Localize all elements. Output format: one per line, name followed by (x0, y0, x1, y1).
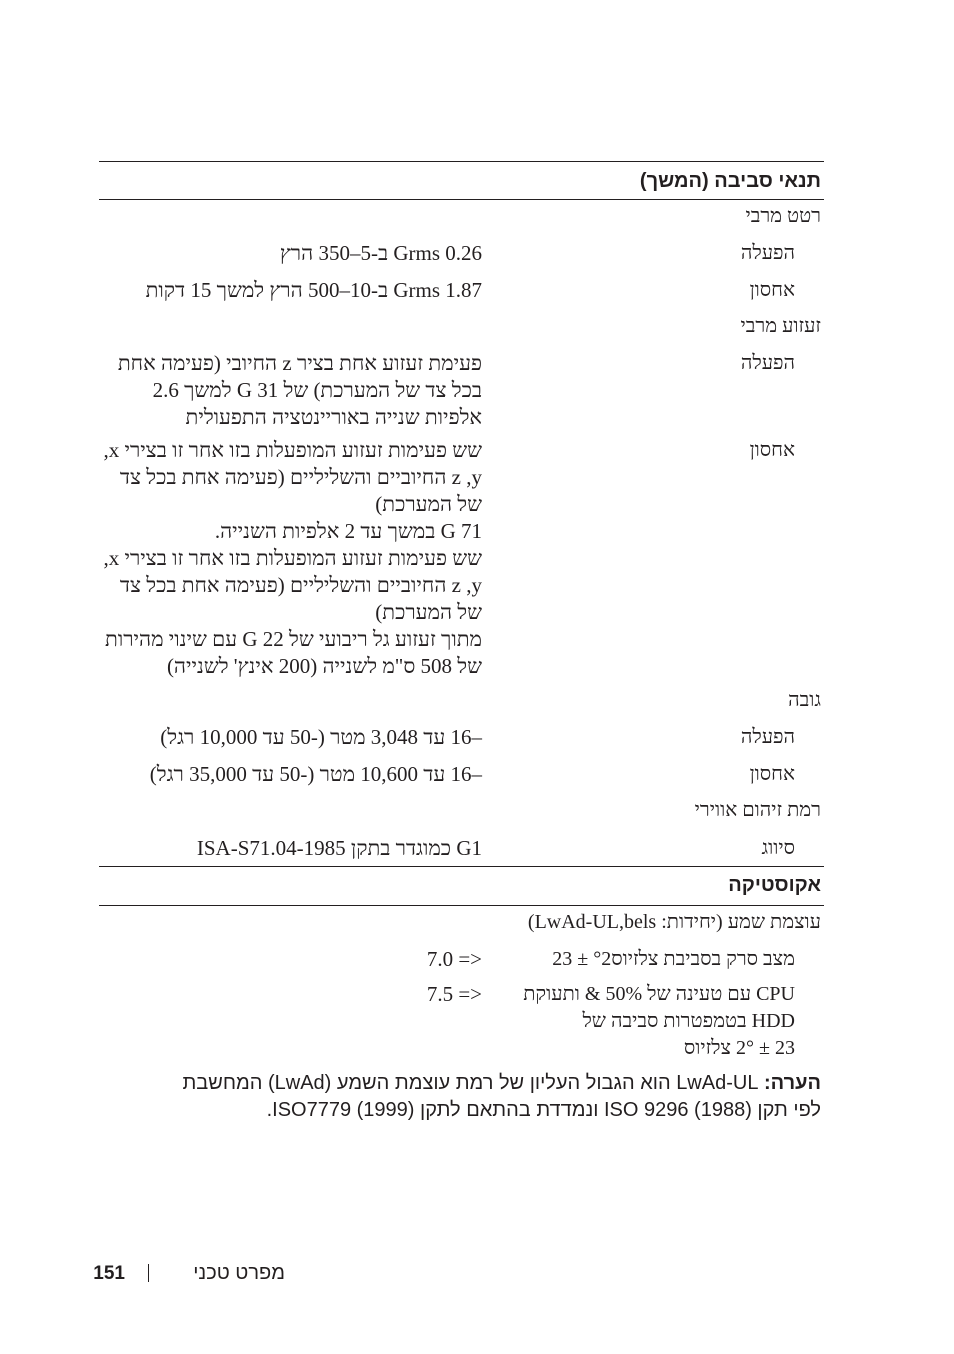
acoustics-load-label (465, 981, 795, 1062)
vibration-storage-value: Grms 1.87 ב-10–500 הרץ למשך 15 דקות (145, 278, 482, 302)
vibration-operating-value: Grms 0.26 ב-5–350 הרץ (279, 241, 482, 265)
note (96, 1070, 821, 1124)
vibration-storage-label: אחסון (749, 279, 795, 301)
shock-storage-line: של 508 ס"מ לשנייה (200 אינץ' לשנייה) (166, 654, 482, 678)
shock-operating-line: בכל צד של המערכת) של G 31 למשך 2.6 (152, 378, 482, 402)
table-top-rule (99, 161, 824, 162)
shock-storage-line: שש פעימות זעזוע המופעלות בזו אחר זו בצירי x, (103, 546, 482, 570)
shock-storage-line: z ,y החיוביים והשליליים (פעימה אחת בכל צד (119, 573, 482, 597)
altitude-operating-label: הפעלה (740, 726, 795, 748)
note-line-1 (96, 1070, 821, 1097)
shock-storage-line: מתוך זעזוע גל ריבועי של G 22 עם שינוי מהירות (105, 627, 482, 651)
acoustics-idle-value: <= 7.0 (426, 947, 482, 971)
acoustics-load-value: <= 7.5 (426, 982, 482, 1006)
note-text-1: LwAd-UL הוא הגבול העליון של רמת עוצמת השמע (LwAd) המחשבת (182, 1072, 759, 1094)
footer-separator (148, 1264, 149, 1282)
shock-operating-value (92, 350, 482, 431)
acoustics-title: אקוסטיקה (728, 874, 821, 896)
acoustics-idle-label: מצב סרק בסביבת צלזיוס°2 ± 23 (552, 948, 795, 970)
shock-heading: זעזוע מרבי (740, 315, 821, 337)
shock-operating-label: הפעלה (740, 352, 795, 374)
acoustics-heading: עוצמת שמע (יחידות: LwAd-UL,bels) (527, 911, 821, 933)
vibration-heading: רטט מרבי (745, 205, 821, 227)
acoustics-top-rule (99, 866, 824, 867)
shock-storage-value (92, 437, 482, 680)
airborne-class-value: G1 כמוגדר בתקן ISA-S71.04-1985 (196, 836, 482, 860)
altitude-storage-value: –16 עד 10,600 מטר (-50 עד 35,000 רגל) (149, 762, 482, 786)
note-prefix: הערה: (764, 1072, 821, 1094)
shock-operating-line: פעימת זעזוע אחת בציר z החיובי (פעימה אחת (117, 351, 482, 375)
acoustics-load-line: CPU עם טעינה של 50% & ותעוקת (523, 983, 795, 1005)
acoustics-load-line: 23 ± 2° צלזיוס (683, 1037, 795, 1059)
page-number: 151 (93, 1263, 125, 1284)
airborne-class-label: סיווג (761, 837, 795, 859)
altitude-operating-value: –16 עד 3,048 מטר (-50 עד 10,000 רגל) (160, 725, 482, 749)
section-title-rule (99, 199, 824, 200)
footer-title: מפרט טכני (193, 1262, 285, 1284)
altitude-storage-label: אחסון (749, 763, 795, 785)
acoustics-load-line: HDD בטמפטרות סביבה של (582, 1010, 795, 1032)
altitude-heading: גובה (788, 689, 821, 711)
shock-storage-line: של המערכת) (375, 492, 482, 516)
airborne-heading: רמת זיהום אווירי (694, 799, 821, 821)
shock-storage-line: G 71 במשך עד 2 אלפיות השנייה. (214, 519, 482, 543)
section-title: תנאי סביבה (המשך) (639, 170, 821, 192)
acoustics-title-rule (99, 905, 824, 906)
shock-storage-line: שש פעימות זעזוע המופעלות בזו אחר זו בצירי x, (103, 438, 482, 462)
shock-operating-line: אלפיות שנייה באוריינטציה התפעולית (185, 405, 482, 429)
shock-storage-label: אחסון (749, 439, 795, 461)
note-line-2: לפי תקן ISO 9296 (1988) ונמדדת בהתאם לתקן ISO7779 (1999). (266, 1099, 821, 1121)
vibration-operating-label: הפעלה (740, 242, 795, 264)
shock-storage-line: של המערכת) (375, 600, 482, 624)
shock-storage-line: z ,y החיוביים והשליליים (פעימה אחת בכל צד (119, 465, 482, 489)
